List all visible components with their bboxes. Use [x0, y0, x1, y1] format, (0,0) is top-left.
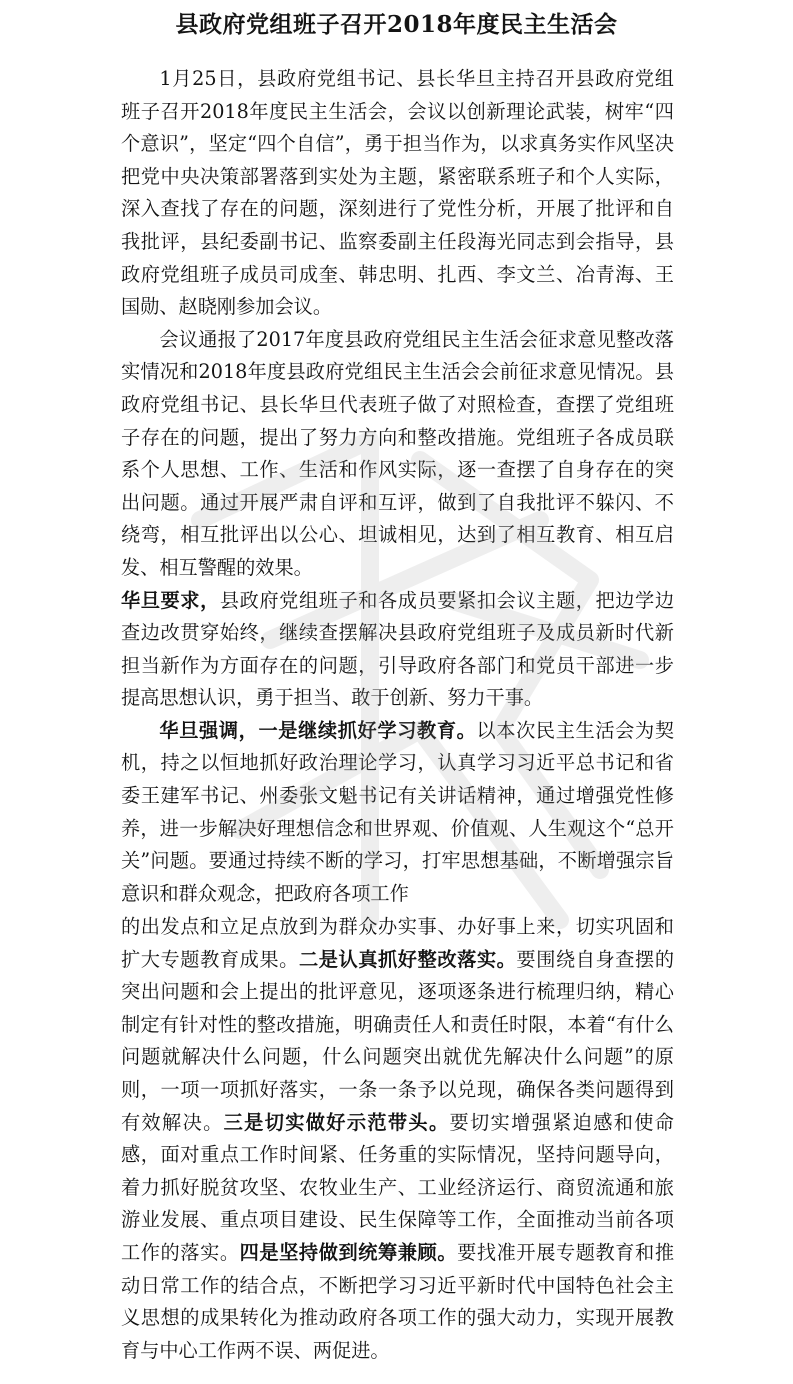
paragraph-5-point-3: 三是切实做好示范带头。: [223, 1110, 450, 1134]
paragraph-5-text-g: 要找准开展专题教育和推动日常工作的结合点，不断把学习习近平新时代中国特色社会主义思想的成果转化为推动政府各项工作的强大动力，实现开展教育与中心工作两不误、两促进。: [121, 1240, 675, 1362]
paragraph-3-text: 县政府党组班子和各成员要紧扣会议主题，把边学边查边改贯穿始终，继续查摆解决县政府党组班子及成员新时代新担当新作为方面存在的问题，引导政府各部门和党员干部进一步提高思想认识，勇于担当、敢于创新、努力干事。: [121, 588, 675, 710]
paragraph-3: [121, 585, 674, 715]
article-title: 县政府党组班子召开2018年度民主生活会: [175, 11, 618, 38]
paragraph-4-text: 以本次民主生活会为契机，持之以恒地抓好政治理论学习，认真学习习近平总书记和省委王建军书记、州委张文魁书记有关讲话精神，通过增强党性修养，进一步解决好理想信念和世界观、价值观、人生观这个“总开关”问题。要通过持续不断的学习，打牢思想基础，不断增强宗旨意识和群众观念，把政府各项工作: [121, 718, 675, 905]
paragraph-1: 1月25日，县政府党组书记、县长华旦主持召开县政府党组班子召开2018年度民主生活会，会议以创新理论武装，树牢“四个意识”，坚定“四个自信”，勇于担当作为，以求真务实作风坚决把党中央决策部署落到实处为主题，紧密联系班子和个人实际，深入查找了存在的问题，深刻进行了党性分析，开展了批评和自我批评，县纪委副书记、监察委副主任段海光同志到会指导，县政府党组班子成员司成奎、韩忠明、扎西、李文兰、冶青海、王国勋、赵晓刚参加会议。: [121, 67, 674, 319]
paragraph-5-text-e: 要切实增强紧迫感和使命感，面对重点工作时间紧、任务重的实际情况，坚持问题导向，着力抓好脱贫攻坚、农牧业生产、工业经济运行、商贸流通和旅游业发展、重点项目建设、民生保障等工作，全面推动当前各项工作的落实。: [121, 1110, 674, 1264]
article-body-top: [121, 63, 674, 910]
paragraph-5-point-2: 二是认真抓好整改落实。: [298, 947, 517, 971]
article-body-bottom: [121, 911, 674, 1367]
paragraph-5: [121, 911, 674, 1367]
paragraph-3-lead: 华旦要求，: [121, 588, 220, 612]
paragraph-2: 会议通报了2017年度县政府党组民主生活会征求意见整改落实情况和2018年度县政府党组民主生活会会前征求意见情况。县政府党组书记、县长华旦代表班子做了对照检查，查摆了党组班子存在的问题，提出了努力方向和整改措施。党组班子各成员联系个人思想、工作、生活和作风实际，逐一查摆了自身存在的突出问题。通过开展严肃自评和互评，做到了自我批评不躲闪、不绕弯，相互批评出以公心、坦诚相见，达到了相互教育、相互启发、相互警醒的效果。: [121, 327, 674, 579]
paragraph-5-point-4: 四是坚持做到统筹兼顾。: [239, 1240, 458, 1264]
paragraph-4-lead: 华旦强调，一是继续抓好学习教育。: [159, 718, 477, 742]
paragraph-5-text-c: 要围绕自身查摆的突出问题和会上提出的批评意见，逐项逐条进行梳理归纳，精心制定有针对性的整改措施，明确责任人和责任时限，本着“有什么问题就解决什么问题，什么问题突出就优先解决什么问题”的原则，一项一项抓好落实，一条一条予以兑现，确保各类问题得到有效解决。: [121, 947, 675, 1134]
paragraph-5-text-a: 的出发点和立足点放到为群众办实事、办好事上来，切实巩固和扩大专题教育成果。: [121, 915, 674, 971]
paragraph-4: [121, 715, 674, 911]
